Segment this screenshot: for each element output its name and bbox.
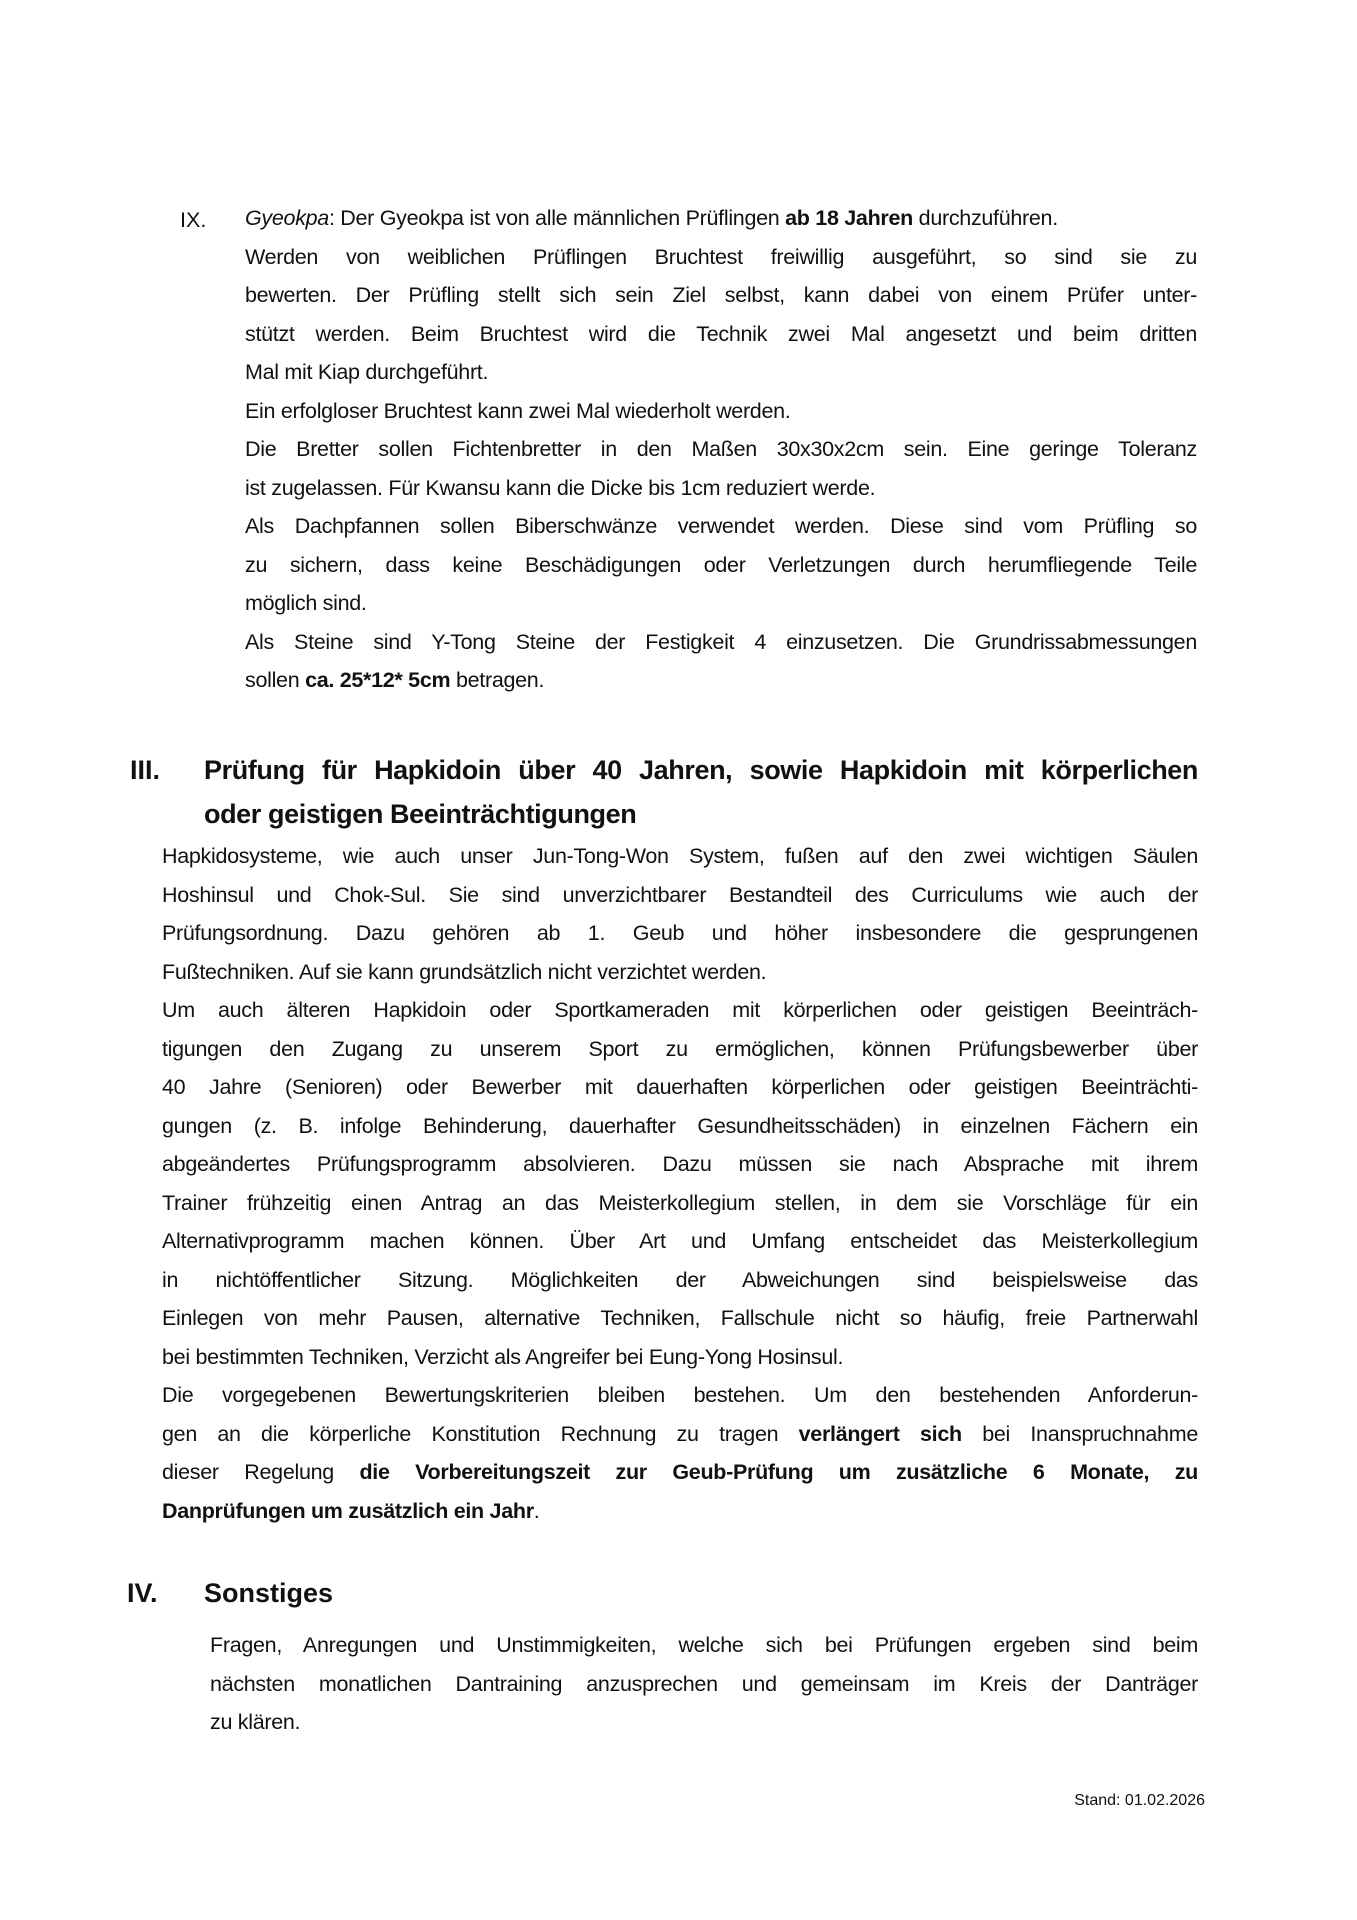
text-run: nächsten monatlichen Dantraining anzusprechen und gemeinsam im Kreis der Danträger bbox=[210, 1671, 1198, 1696]
bold-text: ca. 25*12* 5cm bbox=[305, 668, 451, 692]
section-iii-title-line1: Prüfung für Hapkidoin über 40 Jahren, sowie Hapkidoin mit körperlichen bbox=[204, 755, 1198, 785]
text-run: Mal mit Kiap durchgeführt. bbox=[245, 360, 489, 384]
text-run: gungen (z. B. infolge Behinderung, dauerhafter Gesundheitsschäden) in einzelnen Fächern ein bbox=[162, 1113, 1198, 1138]
text-line bbox=[162, 1222, 1198, 1261]
section-iii-body bbox=[162, 837, 1198, 1530]
text-line bbox=[245, 430, 1197, 469]
section-iii-title-line2: oder geistigen Beeinträchtigungen bbox=[204, 799, 637, 829]
text-line bbox=[210, 1665, 1198, 1704]
text-run: Um auch älteren Hapkidoin oder Sportkameraden mit körperlichen oder geistigen Beeinträch- bbox=[162, 998, 1198, 1022]
text-line bbox=[245, 584, 1197, 623]
text-line bbox=[245, 315, 1197, 354]
text-line bbox=[162, 1184, 1198, 1223]
bold-text: die Vorbereitungszeit zur Geub-Prüfung um zusätzliche 6 Monate, zu bbox=[359, 1460, 1198, 1484]
text-run: Die vorgegebenen Bewertungskriterien bleiben bestehen. Um den bestehenden Anforderun- bbox=[162, 1383, 1198, 1407]
text-run: Alternativprogramm machen können. Über Art und Umfang entscheidet das Meisterkollegium bbox=[162, 1229, 1198, 1253]
text-line bbox=[162, 1453, 1198, 1492]
section-iv-title: Sonstiges bbox=[204, 1578, 334, 1608]
text-run: Die Bretter sollen Fichtenbretter in den Maßen 30x30x2cm sein. Eine geringe Toleranz bbox=[245, 437, 1197, 461]
text-run: bei bestimmten Techniken, Verzicht als Angreifer bei Eung-Yong Hosinsul. bbox=[162, 1344, 844, 1369]
text-line bbox=[162, 1415, 1198, 1454]
text-line bbox=[245, 623, 1197, 662]
text-run: dieser Regelung bbox=[162, 1460, 360, 1484]
text-line bbox=[245, 199, 1197, 238]
item-ix-paragraph bbox=[245, 199, 1197, 700]
section-iii-title bbox=[204, 748, 1198, 836]
text-run: Fußtechniken. Auf sie kann grundsätzlich nicht verzichtet werden. bbox=[162, 959, 767, 984]
text-run: Fragen, Anregungen und Unstimmigkeiten, welche sich bei Prüfungen ergeben sind beim bbox=[210, 1633, 1198, 1657]
text-line bbox=[245, 392, 1197, 431]
text-run: Hapkidosysteme, wie auch unser Jun-Tong-Won System, fußen auf den zwei wichtigen Säulen bbox=[162, 844, 1198, 868]
text-line bbox=[162, 1261, 1198, 1300]
text-run: bei Inanspruchnahme bbox=[961, 1421, 1198, 1446]
text-run: 40 Jahre (Senioren) oder Bewerber mit dauerhaften körperlichen oder geistigen Beeinträchti- bbox=[162, 1075, 1198, 1099]
text-run: tigungen den Zugang zu unserem Sport zu ermöglichen, können Prüfungsbewerber über bbox=[162, 1036, 1198, 1061]
text-line bbox=[162, 1145, 1198, 1184]
text-run: Trainer frühzeitig einen Antrag an das Meisterkollegium stellen, in dem sie Vorschläge für ein bbox=[162, 1190, 1198, 1215]
text-line bbox=[162, 1492, 1198, 1531]
bold-text: Danprüfungen um zusätzlich ein Jahr bbox=[162, 1498, 534, 1523]
text-run: betragen. bbox=[450, 668, 545, 692]
text-line bbox=[245, 507, 1197, 546]
text-line bbox=[162, 1338, 1198, 1377]
text-run: : Der Gyeokpa ist von alle männlichen Prüflingen bbox=[328, 206, 786, 230]
text-line bbox=[162, 1376, 1198, 1415]
section-iv-numeral: IV. bbox=[127, 1578, 158, 1608]
text-run: durchzuführen. bbox=[912, 206, 1058, 230]
text-run: Ein erfolgloser Bruchtest kann zwei Mal wiederholt werden. bbox=[245, 398, 791, 423]
text-run: Einlegen von mehr Pausen, alternative Techniken, Fallschule nicht so häufig, freie Partnerwahl bbox=[162, 1306, 1198, 1330]
text-line bbox=[245, 469, 1197, 508]
text-line bbox=[245, 353, 1197, 392]
item-ix-numeral: IX. bbox=[180, 208, 207, 232]
text-run: Werden von weiblichen Prüflingen Bruchtest freiwillig ausgeführt, so sind sie zu bbox=[245, 244, 1197, 269]
text-run: bewerten. Der Prüfling stellt sich sein Ziel selbst, kann dabei von einem Prüfer unter- bbox=[245, 283, 1197, 307]
text-run: möglich sind. bbox=[245, 591, 367, 615]
text-line bbox=[245, 661, 1197, 700]
text-run: in nichtöffentlicher Sitzung. Möglichkeiten der Abweichungen sind beispielsweise das bbox=[162, 1267, 1198, 1292]
text-line bbox=[162, 1107, 1198, 1146]
text-run: stützt werden. Beim Bruchtest wird die Technik zwei Mal angesetzt und beim dritten bbox=[245, 321, 1197, 346]
text-run: zu sichern, dass keine Beschädigungen oder Verletzungen durch herumfliegende Teile bbox=[245, 552, 1197, 577]
text-line bbox=[210, 1626, 1198, 1665]
text-line bbox=[162, 953, 1198, 992]
text-run: . bbox=[533, 1498, 540, 1523]
revision-date: Stand: 01.02.2026 bbox=[1074, 1792, 1205, 1809]
text-line bbox=[162, 1299, 1198, 1338]
section-iv-body bbox=[210, 1626, 1198, 1742]
text-line bbox=[162, 1030, 1198, 1069]
text-run: zu klären. bbox=[210, 1710, 301, 1734]
text-run: sollen bbox=[245, 668, 306, 692]
bold-text: ab 18 Jahren bbox=[785, 206, 913, 230]
bold-text: verlängert sich bbox=[798, 1421, 962, 1446]
text-run: Als Steine sind Y-Tong Steine der Festigkeit 4 einzusetzen. Die Grundrissabmessungen bbox=[245, 629, 1197, 654]
text-line bbox=[245, 276, 1197, 315]
text-run: ist zugelassen. Für Kwansu kann die Dicke bis 1cm reduziert werde. bbox=[245, 475, 876, 500]
italic-term: Gyeokpa bbox=[245, 206, 329, 230]
text-line bbox=[162, 991, 1198, 1030]
text-line bbox=[162, 914, 1198, 953]
text-run: abgeändertes Prüfungsprogramm absolvieren. Dazu müssen sie nach Absprache mit ihrem bbox=[162, 1152, 1198, 1176]
text-line bbox=[162, 837, 1198, 876]
text-run: Prüfungsordnung. Dazu gehören ab 1. Geub und höher insbesondere die gesprungenen bbox=[162, 921, 1198, 945]
text-run: gen an die körperliche Konstitution Rechnung zu tragen bbox=[162, 1421, 799, 1446]
text-line bbox=[245, 238, 1197, 277]
text-line bbox=[162, 1068, 1198, 1107]
text-line bbox=[162, 876, 1198, 915]
text-run: Hoshinsul und Chok-Sul. Sie sind unverzichtbarer Bestandteil des Curriculums wie auch der bbox=[162, 882, 1198, 907]
text-line bbox=[245, 546, 1197, 585]
text-line bbox=[210, 1703, 1198, 1742]
section-iii-numeral: III. bbox=[130, 755, 161, 785]
text-run: Als Dachpfannen sollen Biberschwänze verwendet werden. Diese sind vom Prüfling so bbox=[245, 514, 1197, 538]
